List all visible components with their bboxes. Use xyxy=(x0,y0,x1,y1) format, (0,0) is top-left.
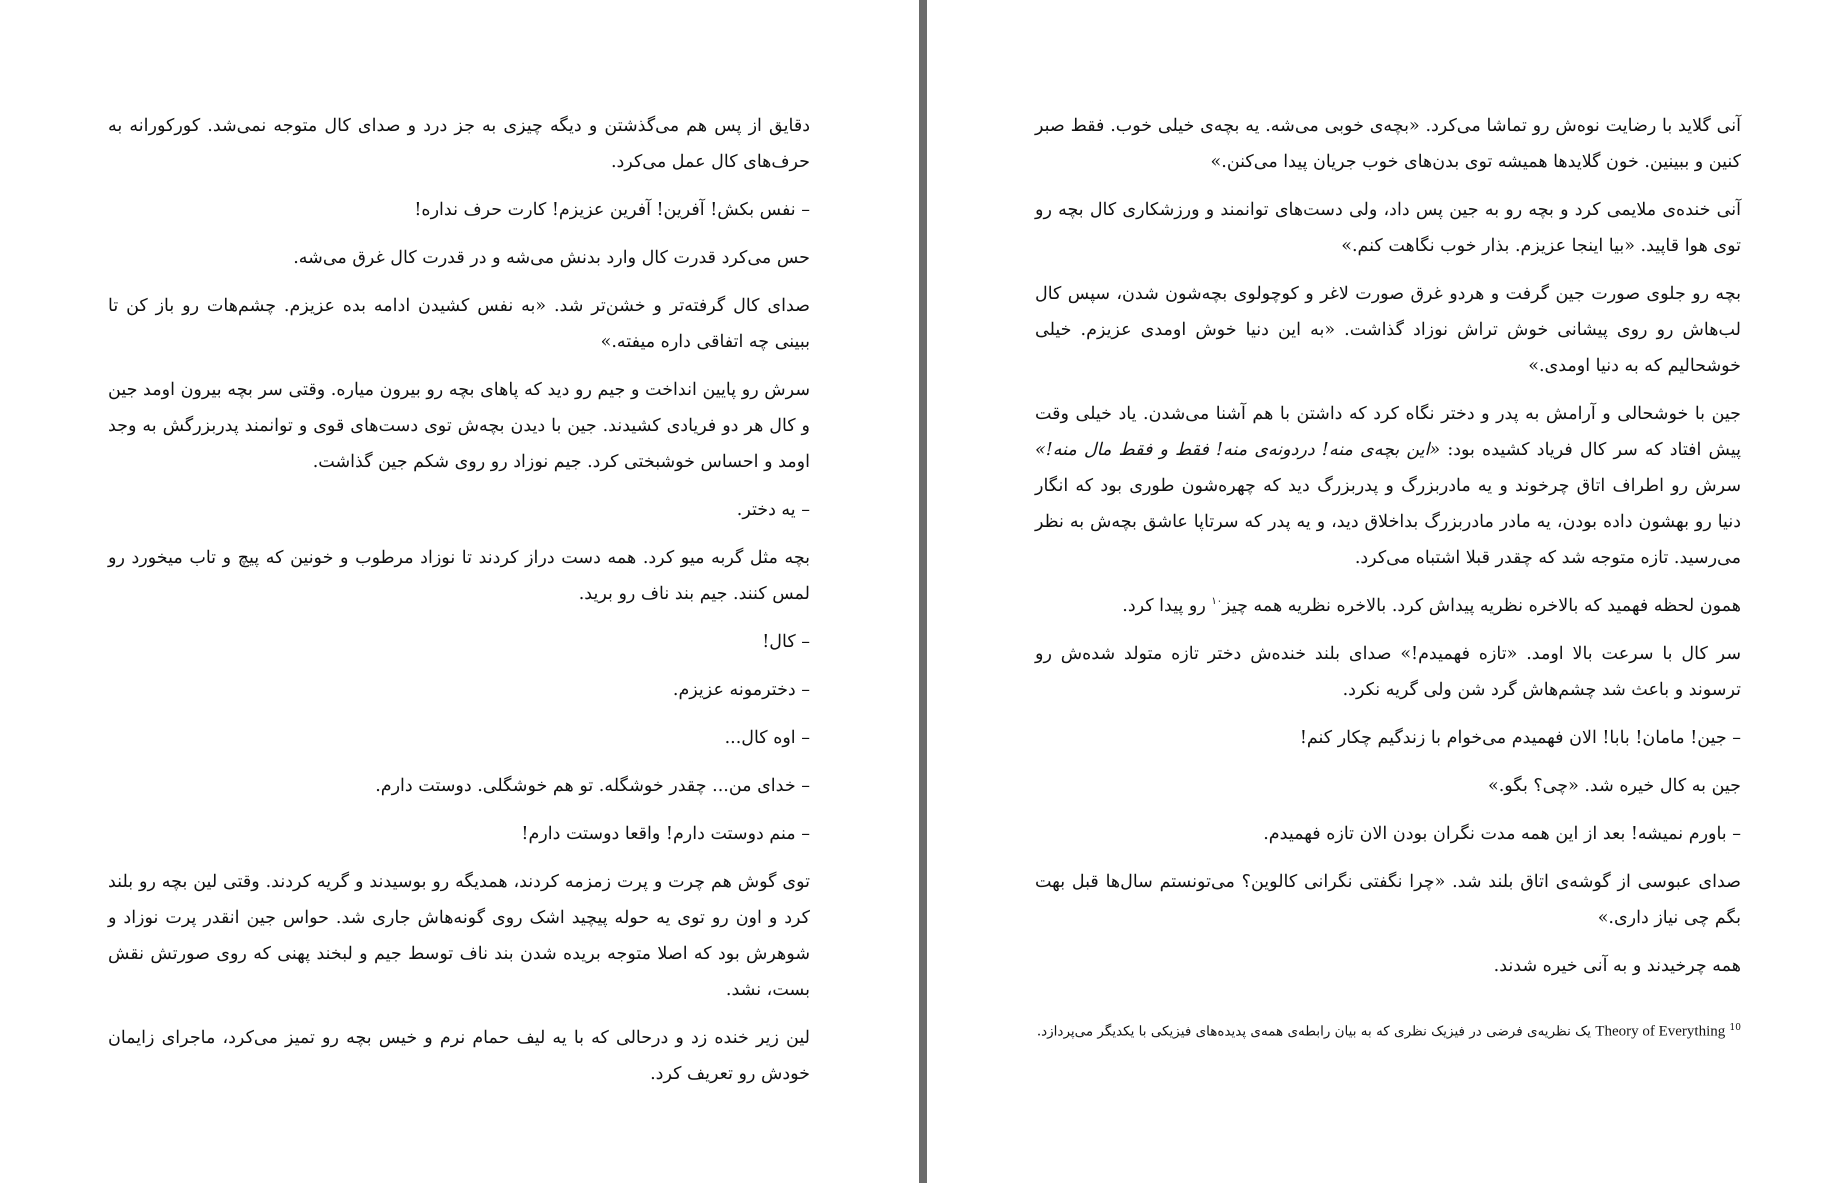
dialogue-line: – جین! مامان! بابا! الان فهمیدم می‌خوام با زندگیم چکار کنم! xyxy=(1299,728,1741,748)
paragraph-text: جین با خوشحالی و آرامش به پدر و دختر نگاه کرد که داشتن با هم آشنا می‌شدن. یاد خیلی وقت پیش افتاد که سر کال فریاد کشیده بود: xyxy=(1035,404,1741,460)
paragraph: دقایق از پس هم می‌گذشتن و دیگه چیزی به جز درد و صدای کال متوجه نمی‌شد. کورکورانه به حرف‌های کال عمل می‌کرد. xyxy=(108,116,810,172)
left-page xyxy=(0,0,913,1183)
right-page xyxy=(930,0,1836,1183)
paragraph: جین به کال خیره شد. «چی؟ بگو.» xyxy=(1487,776,1741,796)
paragraph: آنی خنده‌ی ملایمی کرد و بچه رو به جین پس داد، ولی دست‌های توانمند و ورزشکاری کال بچه رو توی هوا قاپید. «بیا اینجا عزیزم. بذار خوب نگاهت کنم.» xyxy=(1035,200,1741,256)
footnote-reference[interactable]: ۱۰ xyxy=(1211,596,1223,608)
paragraph-text: همون لحظه فهمید که بالاخره نظریه پیداش کرد. بالاخره نظریه همه چیز xyxy=(1222,596,1741,616)
dialogue-line: – اوه کال... xyxy=(724,728,810,748)
italic-quote: «این بچه‌ی منه! دردونه‌ی منه! فقط و فقط مال منه!» xyxy=(1035,440,1441,460)
paragraph: همه چرخیدند و به آنی خیره شدند. xyxy=(1493,956,1741,976)
paragraph: صدای عبوسی از گوشه‌ی اتاق بلند شد. «چرا نگفتی نگرانی کالوین؟ می‌تونستم سال‌ها قبل بهت بگم چی نیاز داری.» xyxy=(1035,872,1741,928)
footnote-text: یک نظریه‌ی فرضی در فیزیک نظری که به بیان رابطه‌ی همه‌ی پدیده‌های فیزیکی با یکدیگر می‌پردازد. xyxy=(1036,1023,1596,1040)
paragraph: بچه رو جلوی صورت جین گرفت و هردو غرق صورت لاغر و کوچولوی بچه‌شون شدن، سپس کال لب‌هاش رو روی پیشانی خوش تراش نوزاد گذاشت. «به این دنیا خوش اومدی عزیزم. خیلی خوشحالیم که به دنیا اومدی.» xyxy=(1035,284,1741,376)
dialogue-line: – منم دوستت دارم! واقعا دوستت دارم! xyxy=(521,824,810,844)
footnote xyxy=(1035,1018,1741,1042)
dialogue-line: – یه دختر. xyxy=(736,500,810,520)
dialogue-line: – نفس بکش! آفرین! آفرین عزیزم! کارت حرف نداره! xyxy=(414,200,810,220)
dialogue-line: – باورم نمیشه! بعد از این همه مدت نگران بودن الان تازه فهمیدم. xyxy=(1263,824,1741,844)
paragraph: حس می‌کرد قدرت کال وارد بدنش می‌شه و در قدرت کال غرق می‌شه. xyxy=(293,248,810,268)
footnote-term: Theory of Everything xyxy=(1595,1023,1726,1040)
dialogue-line: – کال! xyxy=(762,632,810,652)
paragraph: سر کال با سرعت بالا اومد. «تازه فهمیدم!» صدای بلند خنده‌ش دختر تازه متولد شده‌ش رو ترسوند و باعث شد چشم‌هاش گرد شن ولی گریه نکرد. xyxy=(1035,644,1741,700)
footnote-number: 10 xyxy=(1729,1023,1741,1033)
paragraph: سرش رو پایین انداخت و جیم رو دید که پاهای بچه رو بیرون میاره. وقتی سر بچه بیرون اومد جین و کال هر دو فریادی کشیدند. جین با دیدن بچه‌ش توی دست‌های قوی و توانمند پدربزرگش به وجد اومد و احساس خوشبختی کرد. جیم نوزاد رو روی شکم جین گذاشت. xyxy=(108,380,810,472)
paragraph: آنی گلاید با رضایت نوه‌ش رو تماشا می‌کرد. «بچه‌ی خوبی می‌شه. یه بچه‌ی خیلی خوب. فقط صبر کنین و ببینین. خون گلایدها همیشه توی بدن‌های خوب جریان پیدا می‌کنن.» xyxy=(1035,116,1741,172)
paragraph: صدای کال گرفته‌تر و خشن‌تر شد. «به نفس کشیدن ادامه بده عزیزم. چشم‌هات رو باز کن تا ببینی چه اتفاقی داره میفته.» xyxy=(108,296,810,352)
paragraph xyxy=(1035,588,1741,624)
paragraph-text: رو پیدا کرد. xyxy=(1122,596,1212,616)
page-divider xyxy=(919,0,927,1183)
paragraph-text: سرش رو اطراف اتاق چرخوند و یه مادربزرگ و پدربزرگ دید که چهره‌شون طوری بود که انگار دنیا رو بهشون داده بودن، یه مادر مادربزرگ بداخلاق دید، و یه پدر که سرتاپا عاشق بچه‌ش به نظر می‌رسید. تازه متوجه شد که چقدر قبلا اشتباه می‌کرد. xyxy=(1035,476,1741,568)
paragraph: بچه مثل گربه میو کرد. همه دست دراز کردند تا نوزاد مرطوب و خونین که پیچ و تاب میخورد رو لمس کنند. جیم بند ناف رو برید. xyxy=(108,548,810,604)
paragraph: توی گوش هم چرت و پرت زمزمه کردند، همدیگه رو بوسیدند و گریه کردند. وقتی لین بچه رو بلند کرد و اون رو توی یه حوله پیچید اشک روی گونه‌هاش جاری شد. حواس جین انقدر پرت نوزاد و شوهرش بود که اصلا متوجه بریده شدن بند ناف توسط جیم و لبخند پهنی که روی صورتش نقش بست، نشد. xyxy=(108,872,810,1000)
paragraph: لین زیر خنده زد و درحالی که با یه لیف حمام نرم و خیس بچه رو تمیز می‌کرد، ماجرای زایمان خودش رو تعریف کرد. xyxy=(108,1028,810,1084)
dialogue-line: – خدای من... چقدر خوشگله. تو هم خوشگلی. دوستت دارم. xyxy=(375,776,810,796)
paragraph xyxy=(1035,396,1741,576)
dialogue-line: – دخترمونه عزیزم. xyxy=(672,680,810,700)
